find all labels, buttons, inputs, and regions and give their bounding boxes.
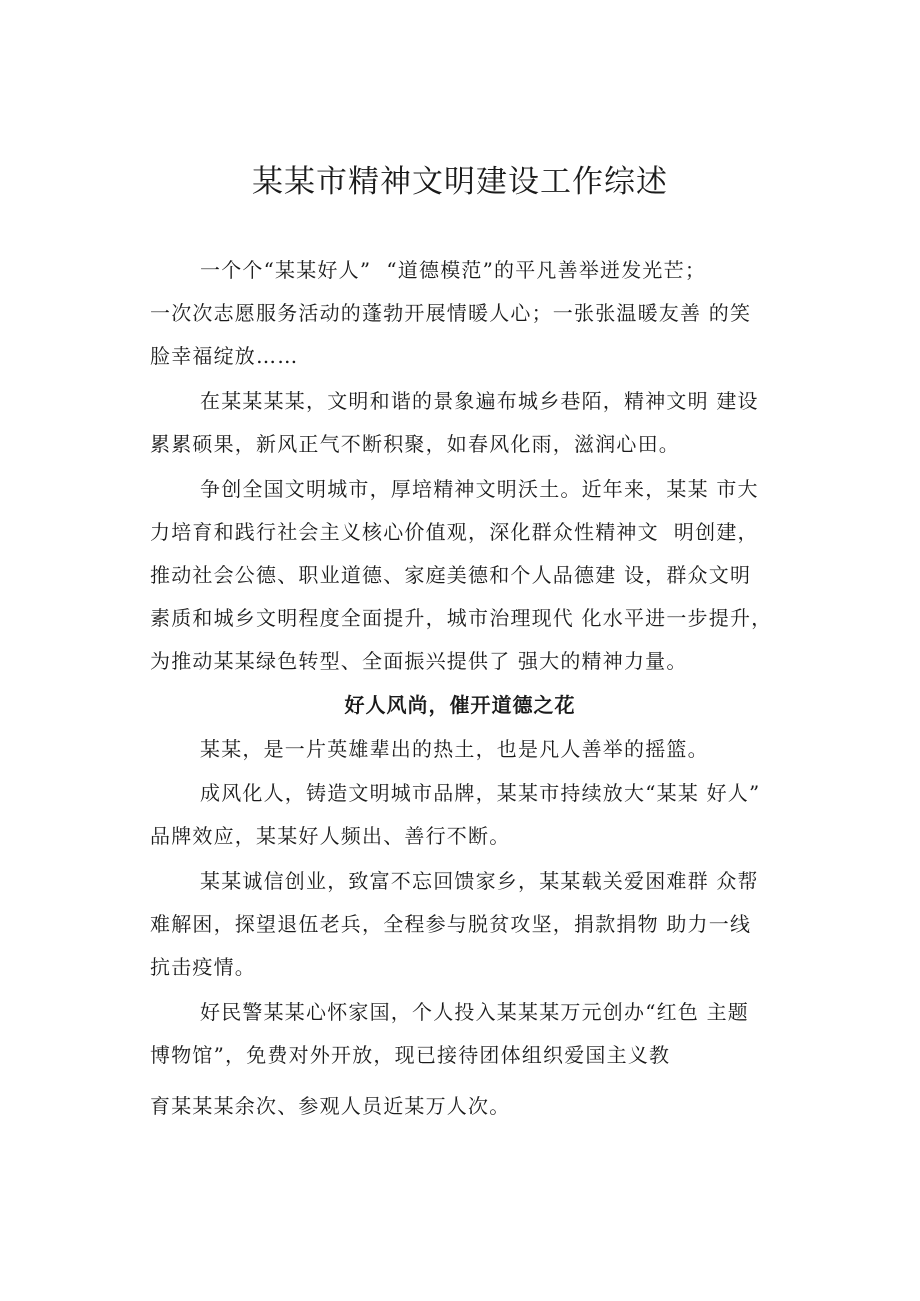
text-line: 推动社会公德、职业道德、家庭美德和个人品德建 设，群众文明 bbox=[150, 563, 752, 587]
text-line: 品牌效应，某某好人频出、善行不断。 bbox=[150, 824, 511, 848]
text-line: 难解困，探望退伍老兵，全程参与脱贫攻坚，捐款捐物 助力一线 bbox=[150, 912, 752, 936]
text-line: 力培育和践行社会主义核心价值观，深化群众性精神文 明创建， bbox=[150, 520, 759, 544]
text-line: 某某诚信创业，致富不忘回馈家乡，某某载关爱困难群 众帮 bbox=[200, 869, 759, 893]
text-line: 育某某某余次、参观人员近某万人次。 bbox=[150, 1094, 511, 1118]
text-line: 好民警某某心怀家国，个人投入某某某万元创办“红色 主题 bbox=[200, 1000, 749, 1024]
text-line: 抗击疫情。 bbox=[150, 955, 256, 979]
text-line: 博物馆”，免费对外开放，现已接待团体组织爱国主义教 bbox=[150, 1043, 671, 1067]
document-title: 某某市精神文明建设工作综述 bbox=[252, 164, 668, 200]
text-line: 争创全国文明城市，厚培精神文明沃土。近年来，某某 市大 bbox=[200, 477, 759, 501]
text-line: 素质和城乡文明程度全面提升，城市治理现代 化水平进一步提升， bbox=[150, 606, 773, 630]
text-line: 一个个“某某好人” “道德模范”的平凡善举迸发光芒； bbox=[200, 258, 707, 282]
text-line: 一次次志愿服务活动的蓬勃开展情暖人心；一张张温暖友善 的笑 bbox=[150, 301, 752, 325]
text-line: 为推动某某绿色转型、全面振兴提供了 强大的精神力量。 bbox=[150, 649, 688, 673]
text-line: 累累硕果，新风正气不断积聚，如春风化雨，滋润心田。 bbox=[150, 432, 680, 456]
section-subheading: 好人风尚，催开道德之花 bbox=[344, 693, 576, 717]
text-line: 在某某某某，文明和谐的景象遍布城乡巷陌，精神文明 建设 bbox=[200, 389, 759, 413]
text-line: 脸幸福绽放…… bbox=[150, 344, 299, 368]
text-line: 成风化人，铸造文明城市品牌，某某市持续放大“某某 好人” bbox=[200, 781, 761, 805]
text-line: 某某，是一片英雄辈出的热土，也是凡人善举的摇篮。 bbox=[200, 737, 709, 761]
